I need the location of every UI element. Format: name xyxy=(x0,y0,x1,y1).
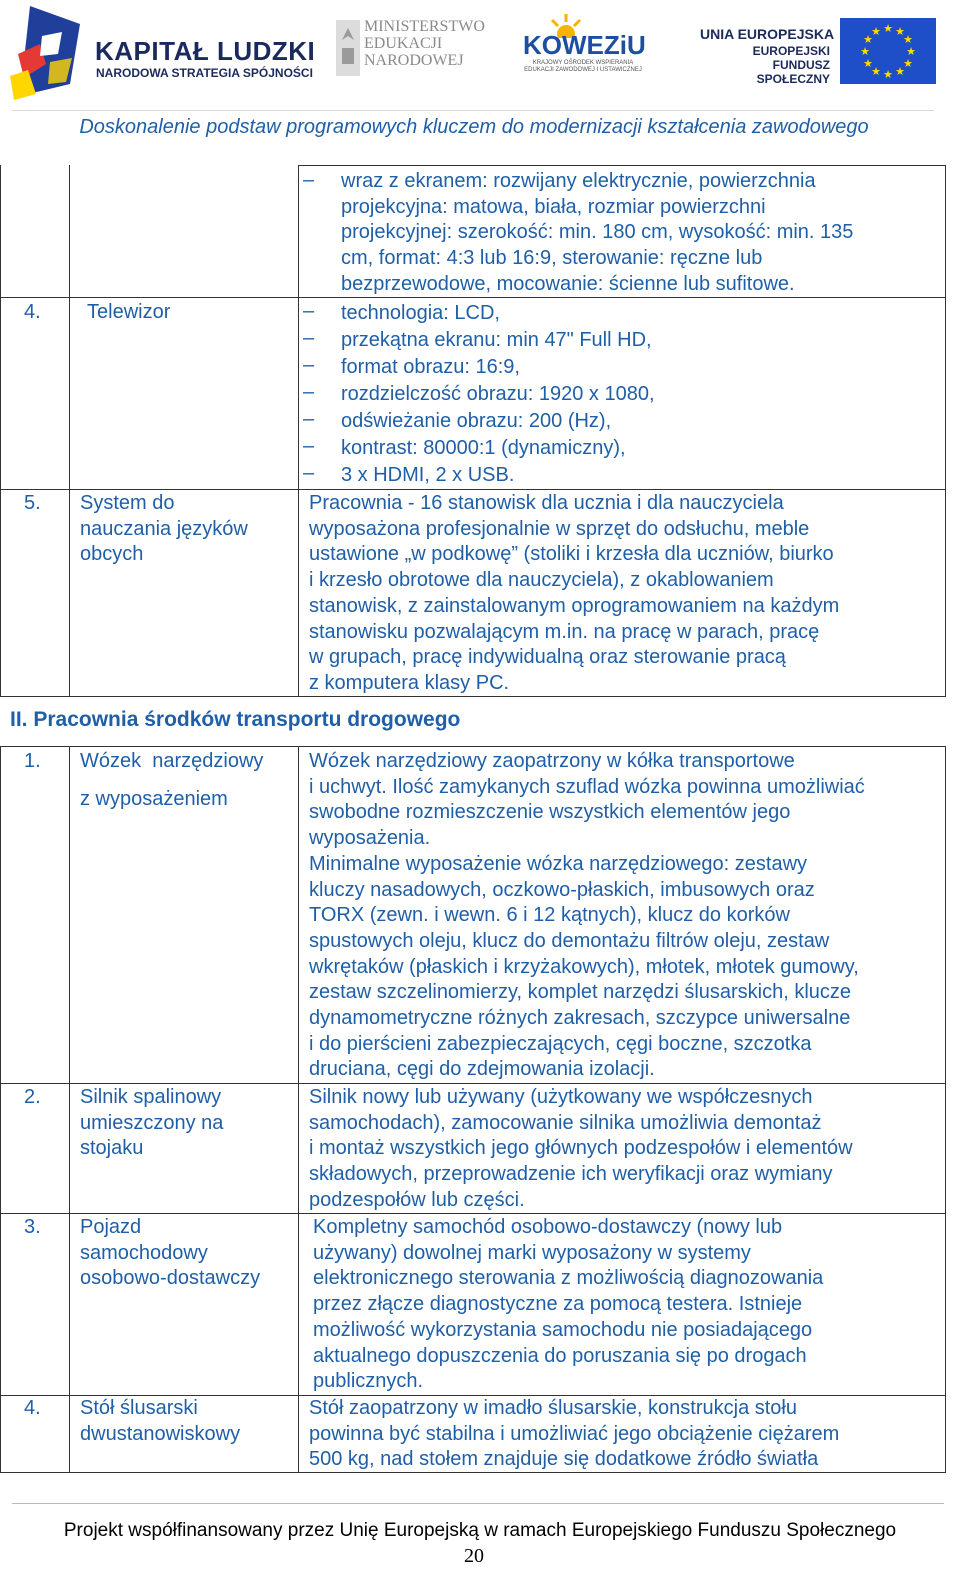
text-line: wyposażenia. xyxy=(309,827,431,850)
text-line: i do pierścieni zabezpieczających, cęgi boczne, szczotka xyxy=(309,1032,812,1055)
header-title: Doskonalenie podstaw programowych kluczem do modernizacji kształcenia zawodowego xyxy=(79,116,869,138)
table1-top-border xyxy=(298,165,946,166)
text-line: publicznych. xyxy=(313,1370,424,1393)
svg-text:★: ★ xyxy=(871,65,881,78)
bullet-dash: – xyxy=(303,435,315,457)
text-line: elektronicznego sterowania z możliwością diagnozowania xyxy=(313,1267,824,1290)
text-line: Stół ślusarski xyxy=(80,1397,198,1419)
item-name xyxy=(80,491,295,568)
row-number: 4. xyxy=(24,301,41,323)
text-line: Kompletny samochód osobowo-dostawczy (nowy lub xyxy=(313,1216,783,1238)
table2-right-border xyxy=(945,746,946,1473)
svg-text:★: ★ xyxy=(903,57,913,70)
text-line: wyposażona profesjonalnie w sprzęt do odsłuchu, meble xyxy=(309,517,810,540)
kapital-ludzki-title: KAPITAŁ LUDZKI xyxy=(95,36,316,66)
bullet-text: format obrazu: 16:9, xyxy=(341,356,520,378)
text-line: przez złącze diagnostyczne za pomocą testera. Istnieje xyxy=(313,1293,803,1316)
text-line: Minimalne wyposażenie wózka narzędziowego: zestawy xyxy=(309,852,808,875)
text-line: druciana, cęgi do zdejmowania izolacji. xyxy=(309,1058,655,1081)
text-line: wraz z ekranem: rozwijany elektrycznie, powierzchnia xyxy=(341,170,816,192)
text-line: w grupach, pracę indywidualną oraz sterowanie pracą xyxy=(309,646,786,669)
section-title: II. Pracownia środków transportu drogowego xyxy=(10,708,461,731)
item-description xyxy=(309,491,943,697)
text-line: aktualnego dopuszczenia do poruszania się po drogach xyxy=(313,1344,807,1367)
ue-logo-title: UNIA EUROPEJSKA xyxy=(700,26,835,42)
text-line: powinna być stabilna i umożliwiać jego obciążenie ciężarem xyxy=(309,1422,840,1445)
text-line: osobowo-dostawczy xyxy=(80,1267,261,1290)
bullet-text: technologia: LCD, xyxy=(341,302,500,324)
text-line: dwustanowiskowy xyxy=(80,1422,241,1445)
svg-text:★: ★ xyxy=(895,65,905,78)
text-line: z wyposażeniem xyxy=(80,787,228,810)
text-line: projekcyjnej: szerokość: min. 180 cm, wysokość: min. 135 xyxy=(341,221,854,244)
text-line: z komputera klasy PC. xyxy=(309,671,510,694)
kapital-ludzki-subtitle: NARODOWA STRATEGIA SPÓJNOŚCI xyxy=(96,66,313,80)
footer-divider xyxy=(12,1503,944,1504)
item-description xyxy=(309,1396,943,1473)
text-line: Wózek narzędziowy xyxy=(80,750,264,772)
table2-left-border xyxy=(0,746,1,1473)
header-logos xyxy=(0,0,960,112)
bullet-text: odświeżanie obrazu: 200 (Hz), xyxy=(341,410,612,432)
text-line: samochodowy xyxy=(80,1241,208,1264)
bullet-dash: – xyxy=(303,354,315,376)
table1-col-divider-1 xyxy=(69,165,70,696)
text-line: używany) dowolnej marki wyposażony w systemy xyxy=(313,1241,751,1264)
row-number: 5. xyxy=(24,492,41,514)
bullet-dash: – xyxy=(303,381,315,403)
row-number: 2. xyxy=(24,1086,41,1108)
text-line: i uchwyt. Ilość zamykanych szuflad wózka powinna umożliwiać xyxy=(309,775,865,798)
header-divider xyxy=(12,110,934,111)
text-line: i krzesło obrotowe dla nauczyciela), z okablowaniem xyxy=(309,569,774,592)
kapital-ludzki-logo-icon xyxy=(10,6,90,102)
eu-flag-icon xyxy=(840,18,936,84)
table2-col-divider-2 xyxy=(298,746,299,1473)
row-number: 4. xyxy=(24,1397,41,1419)
text-line: samochodach), zamocowanie silnika umożliwia demontaż xyxy=(309,1111,822,1134)
bullet-dash: – xyxy=(303,300,315,322)
bullet-text: rozdzielczość obrazu: 1920 x 1080, xyxy=(341,383,655,405)
text-line: podzespołów lub części. xyxy=(309,1188,525,1211)
bullet-text: kontrast: 80000:1 (dynamiczny), xyxy=(341,437,626,459)
text-line: projekcyjna: matowa, biała, rozmiar powierzchni xyxy=(341,195,766,218)
svg-text:★: ★ xyxy=(903,33,913,46)
text-line: stojaku xyxy=(80,1137,144,1160)
text-line: dynamometryczne różnych zakresach, szczypce uniwersalne xyxy=(309,1007,851,1030)
text-line: Silnik nowy lub używany (użytkowany we współczesnych xyxy=(309,1086,813,1108)
text-line: nauczania języków xyxy=(80,517,248,540)
text-line: i montaż wszystkich jego głównych podzespołów i elementów xyxy=(309,1137,853,1160)
svg-text:★: ★ xyxy=(863,33,873,46)
koweziu-logo-subtitle: KRAJOWY OŚRODEK WSPIERANIA EDUKACJI ZAWODOWEJ I USTAWICZNEJ xyxy=(524,60,642,73)
text-line: stanowisk, z zainstalowanym oprogramowaniem na każdym xyxy=(309,594,840,617)
table1-row-divider-5 xyxy=(0,489,946,490)
text-line: Silnik spalinowy xyxy=(80,1086,222,1108)
item-name xyxy=(80,749,295,812)
page-number: 20 xyxy=(464,1545,484,1567)
row-number: 1. xyxy=(24,750,41,772)
ue-logo-subtitle xyxy=(720,44,830,86)
bullet-dash: – xyxy=(303,408,315,430)
text-line: bezprzewodowe, mocowanie: ścienne lub sufitowe. xyxy=(341,272,795,295)
koweziu-logo-text: KOWEZiU xyxy=(523,30,646,60)
table2-row-divider-2 xyxy=(0,1083,946,1084)
text-line: Wózek narzędziowy zaopatrzony w kółka transportowe xyxy=(309,750,795,772)
men-line-1: MINISTERSTWO xyxy=(364,18,485,35)
row-number: 3. xyxy=(24,1216,41,1238)
text-line: składowych, przeprowadzenie ich weryfikacji oraz wymiany xyxy=(309,1163,833,1186)
text-line: spustowych oleju, klucz do demontażu filtrów oleju, zestaw xyxy=(309,929,830,952)
item-name: Telewizor xyxy=(87,301,171,323)
item-description xyxy=(309,749,943,1083)
text-line: wkrętaków (płaskich i krzyżakowych), młotek, młotek gumowy, xyxy=(309,955,859,978)
text-line: Pracownia - 16 stanowisk dla ucznia i dla nauczyciela xyxy=(309,492,784,514)
bullet-dash: – xyxy=(303,169,315,191)
text-line: kluczy nasadowych, oczkowo-płaskich, imbusowych oraz xyxy=(309,878,815,901)
item-name xyxy=(80,1085,295,1162)
men-emblem-icon xyxy=(336,20,360,76)
men-line-2: EDUKACJI xyxy=(364,35,443,52)
text-line: TORX (zewn. i wewn. 6 i 12 kątnych), klucz do korków xyxy=(309,904,790,927)
item-name xyxy=(80,1396,295,1447)
bullet-text xyxy=(341,169,941,298)
text-line: zestaw szczelinomierzy, komplet narzędzi ślusarskich, klucze xyxy=(309,981,852,1004)
text-line: ustawione „w podkowę” (stoliki i krzesła dla uczniów, biurko xyxy=(309,543,834,566)
text-line: możliwość wykorzystania samochodu nie posiadającego xyxy=(313,1318,813,1341)
bullet-text: 3 x HDMI, 2 x USB. xyxy=(341,464,515,486)
table2-top-border xyxy=(0,746,946,747)
text-line: 500 kg, nad stołem znajduje się dodatkowe źródło światła xyxy=(309,1448,819,1471)
men-line-3: NARODOWEJ xyxy=(364,52,464,69)
ue-line-3: FUNDUSZ SPOŁECZNY xyxy=(756,58,830,86)
svg-text:★: ★ xyxy=(895,25,905,38)
item-description xyxy=(309,1085,943,1214)
text-line: cm, format: 4:3 lub 16:9, sterowanie: ręczne lub xyxy=(341,247,763,270)
text-line: Pojazd xyxy=(80,1216,142,1238)
text-line: stanowisku pozwalającym m.in. na pracę w parach, pracę xyxy=(309,620,820,643)
text-line: System do xyxy=(80,492,175,514)
text-line: umieszczony na xyxy=(80,1111,224,1134)
svg-text:★: ★ xyxy=(871,25,881,38)
svg-text:★: ★ xyxy=(860,45,870,58)
bullet-dash: – xyxy=(303,462,315,484)
table1-left-border xyxy=(0,165,1,696)
svg-text:★: ★ xyxy=(883,22,893,35)
text-line: obcych xyxy=(80,543,144,566)
svg-text:★: ★ xyxy=(883,68,893,81)
text-line: swobodne rozmieszczenie wszystkich elementów jego xyxy=(309,801,791,824)
text-line: Stół zaopatrzony w imadło ślusarskie, konstrukcja stołu xyxy=(309,1397,797,1419)
table1-right-border xyxy=(945,165,946,696)
bullet-text: przekątna ekranu: min 47" Full HD, xyxy=(341,329,652,351)
men-logo-text xyxy=(364,18,485,69)
svg-text:★: ★ xyxy=(863,57,873,70)
footer-text: Projekt współfinansowany przez Unię Europejską w ramach Europejskiego Funduszu Społecznego xyxy=(63,1520,897,1541)
item-description xyxy=(313,1215,943,1395)
table1-col-divider-2 xyxy=(298,165,299,696)
table2-col-divider-1 xyxy=(69,746,70,1473)
ue-line-2: EUROPEJSKI xyxy=(752,44,830,58)
item-name xyxy=(80,1215,295,1292)
bullet-dash: – xyxy=(303,327,315,349)
svg-text:★: ★ xyxy=(906,45,916,58)
